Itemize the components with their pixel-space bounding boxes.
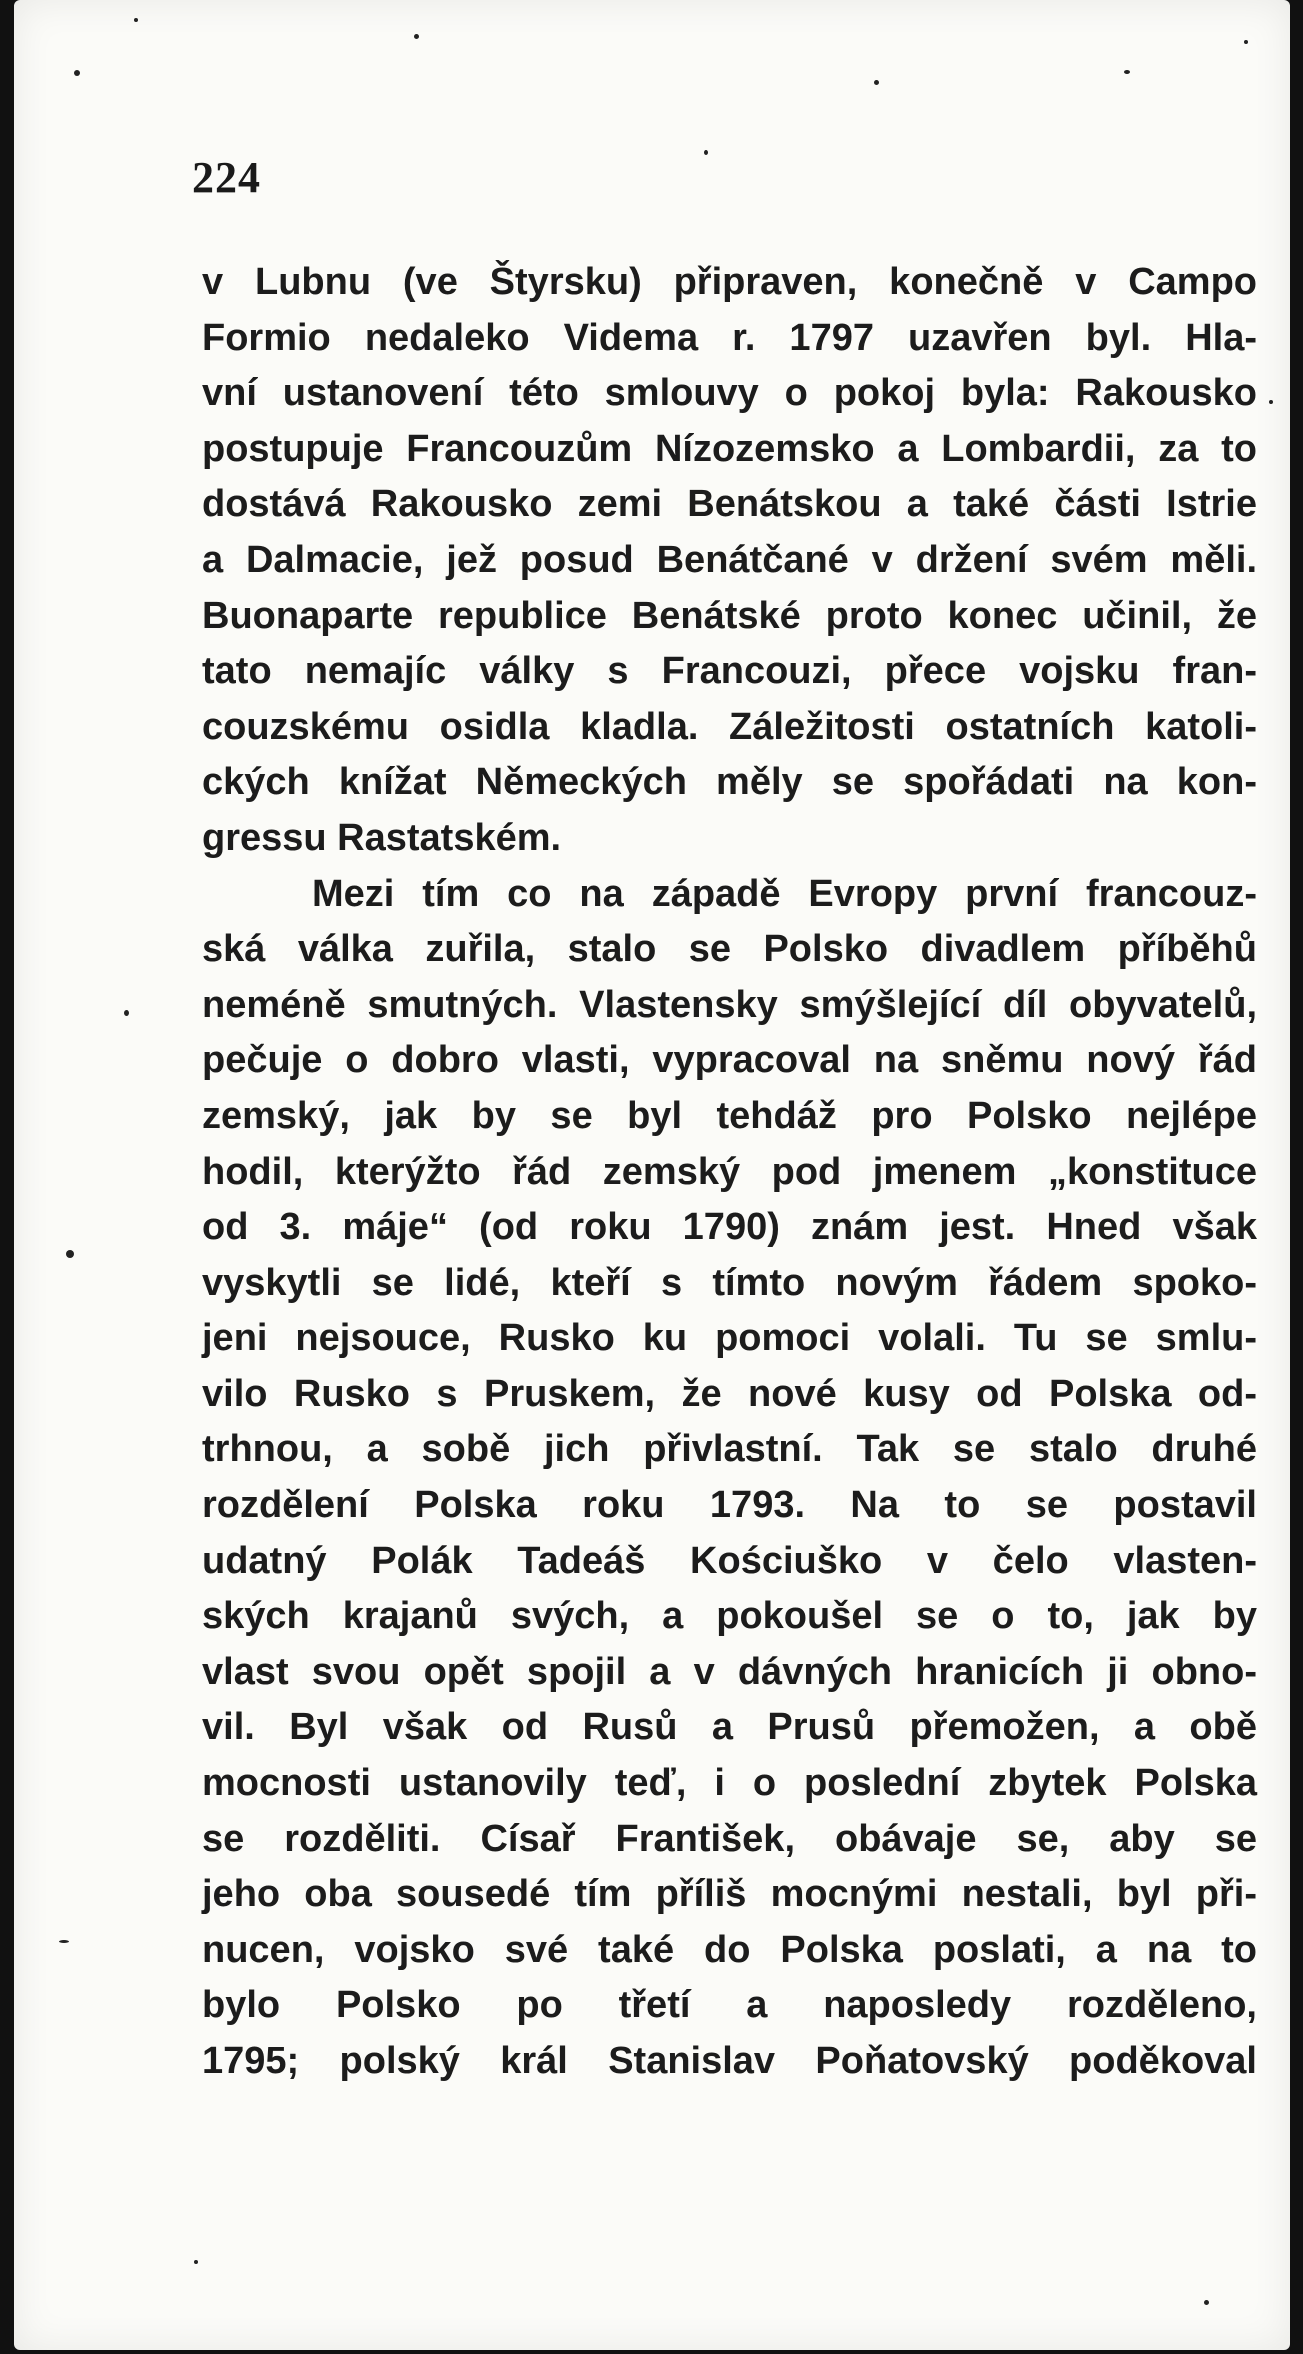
print-speck: [414, 34, 419, 39]
body-text: [202, 255, 1257, 2090]
text-line: mocnosti ustanovily teď, i o poslední zbytek Polska: [202, 1762, 1257, 1805]
print-speck: [74, 70, 80, 76]
print-speck: [874, 80, 879, 85]
text-line: jeni nejsouce, Rusko ku pomoci volali. Tu se smlu-: [202, 1317, 1257, 1360]
text-line: trhnou, a sobě jich přivlastní. Tak se stalo druhé: [202, 1428, 1257, 1471]
text-line: postupuje Francouzům Nízozemsko a Lombardii, za to: [202, 427, 1257, 470]
text-line: ských krajanů svých, a pokoušel se o to, jak by: [202, 1595, 1257, 1638]
text-line: a Dalmacie, jež posud Benátčané v držení svém měli.: [202, 538, 1257, 581]
text-line: se rozděliti. Císař František, obávaje se, aby se: [202, 1817, 1257, 1860]
text-line: bylo Polsko po třetí a naposledy rozděleno,: [202, 1984, 1257, 2027]
print-speck: [59, 1940, 69, 1943]
text-line: rozdělení Polska roku 1793. Na to se postavil: [202, 1484, 1257, 1527]
text-line: vní ustanovení této smlouvy o pokoj byla: Rakousko: [202, 372, 1257, 415]
book-page: [14, 0, 1290, 2350]
text-line: jeho oba sousedé tím příliš mocnými nestali, byl při-: [202, 1873, 1257, 1916]
text-line: zemský, jak by se byl tehdáž pro Polsko nejlépe: [202, 1094, 1257, 1137]
text-line: hodil, kterýžto řád zemský pod jmenem „konstituce: [202, 1150, 1257, 1193]
text-line: Formio nedaleko Videma r. 1797 uzavřen byl. Hla-: [202, 316, 1257, 359]
text-line: ckých knížat Německých měly se spořádati na kon-: [202, 761, 1257, 804]
text-line: pečuje o dobro vlasti, vypracoval na sněmu nový řád: [202, 1039, 1257, 1082]
text-line: ská válka zuřila, stalo se Polsko divadlem příběhů: [202, 928, 1257, 971]
text-line: v Lubnu (ve Štyrsku) připraven, konečně v Campo: [202, 261, 1257, 303]
text-line: nucen, vojsko své také do Polska poslati, a na to: [202, 1928, 1257, 1971]
print-speck: [1269, 400, 1273, 404]
print-speck: [704, 150, 708, 155]
text-line: vilo Rusko s Pruskem, že nové kusy od Polska od-: [202, 1372, 1257, 1415]
print-speck: [1244, 40, 1248, 44]
text-line: 1795; polský král Stanislav Poňatovský poděkoval: [202, 2040, 1257, 2082]
text-line: vyskytli se lidé, kteří s tímto novým řádem spoko-: [202, 1261, 1257, 1304]
text-line: tato nemajíc války s Francouzi, přece vojsku fran-: [202, 650, 1257, 693]
page-number: 224: [192, 153, 261, 202]
text-line: neméně smutných. Vlastensky smýšlející díl obyvatelů,: [202, 983, 1257, 1026]
text-line: Mezi tím co na západě Evropy první francouz-: [312, 872, 1257, 915]
text-line: couzskému osidla kladla. Záležitosti ostatních katoli-: [202, 705, 1257, 748]
text-line: vil. Byl však od Rusů a Prusů přemožen, a obě: [202, 1706, 1257, 1749]
text-line: udatný Polák Tadeáš Kościuško v čelo vlasten-: [202, 1539, 1257, 1582]
print-speck: [134, 18, 138, 22]
print-speck: [66, 1250, 74, 1258]
print-speck: [124, 1010, 129, 1016]
text-line: od 3. máje“ (od roku 1790) znám jest. Hned však: [202, 1206, 1257, 1249]
text-line: vlast svou opět spojil a v dávných hranicích ji obno-: [202, 1650, 1257, 1693]
text-line: gressu Rastatském.: [202, 816, 562, 859]
print-speck: [1204, 2300, 1209, 2305]
text-line: Buonaparte republice Benátské proto konec učinil, že: [202, 594, 1257, 637]
print-speck: [194, 2260, 198, 2264]
print-speck: [1124, 70, 1130, 74]
text-line: dostává Rakousko zemi Benátskou a také části Istrie: [202, 483, 1257, 526]
